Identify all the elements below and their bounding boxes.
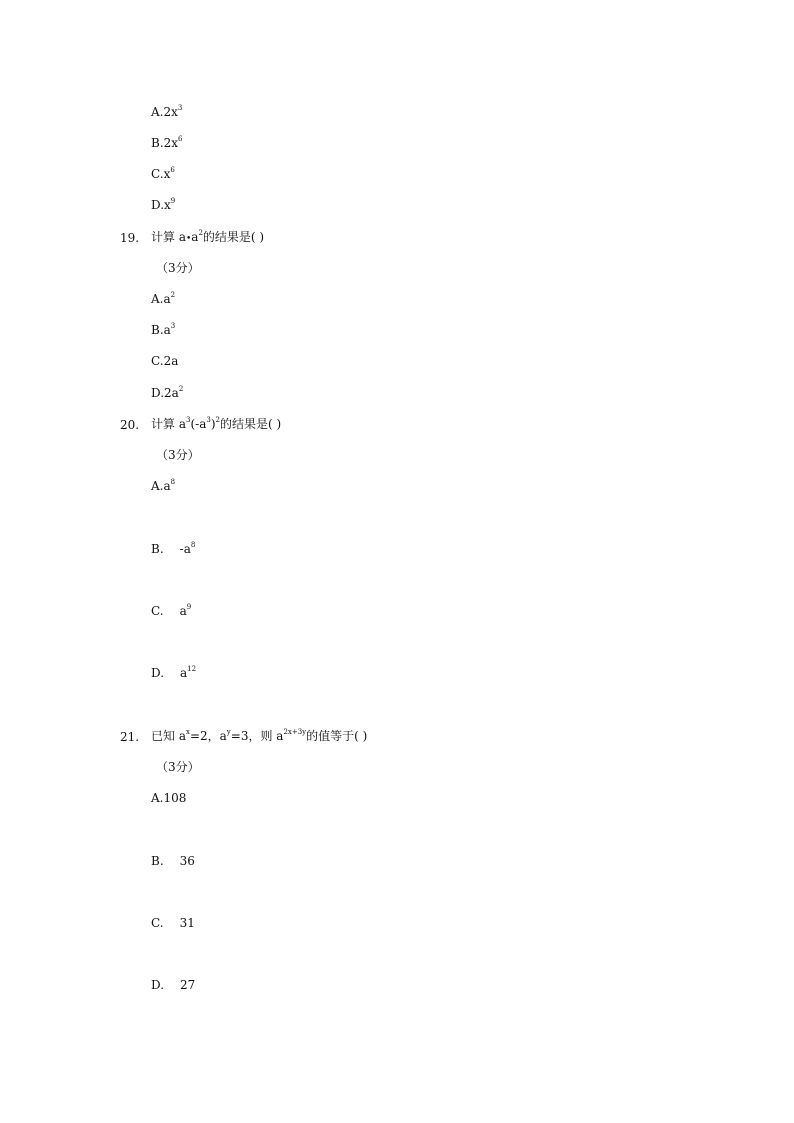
q21-score: （3分）: [156, 760, 200, 774]
option-label: D.: [151, 666, 165, 680]
option-exponent: 9: [186, 603, 192, 611]
question-exponent: 2x+3y: [283, 728, 307, 736]
q20-option-b: [151, 541, 195, 557]
question-equation-1: =2，a: [189, 729, 227, 743]
option-label: A.: [151, 292, 164, 306]
option-label: B.: [151, 854, 164, 868]
option-label: B.: [151, 323, 164, 337]
question-exponent: y: [226, 728, 231, 736]
q19-option-c: [151, 353, 178, 369]
q20-score: （3分）: [156, 448, 200, 462]
question-equation-2: =3，则 a: [230, 729, 284, 743]
option-exponent: 8: [190, 541, 196, 549]
q19-option-a: [151, 291, 175, 307]
option-base: a: [179, 604, 187, 618]
question-text-post: 的值等于( ): [306, 729, 368, 743]
option-exponent: 6: [170, 166, 175, 174]
q19-score: （3分）: [156, 261, 200, 275]
option-exponent: 3: [177, 104, 183, 112]
option-label: B.: [151, 136, 164, 150]
q21-option-c: [151, 915, 195, 931]
question-exponent: 3: [206, 416, 211, 424]
option-label: C.: [151, 354, 164, 368]
q19-option-b: [151, 322, 175, 338]
option-exponent: 3: [170, 322, 176, 330]
q20-number: 20.: [120, 418, 140, 432]
option-exponent: 6: [178, 135, 183, 143]
option-label: A.: [151, 479, 164, 493]
option-base: 2x: [163, 136, 179, 150]
option-base: x: [163, 167, 171, 181]
question-mid: (-a: [190, 417, 207, 431]
option-base: a: [163, 323, 171, 337]
question-text-pre: 计算 a: [151, 230, 186, 244]
q18-option-d: [151, 197, 175, 213]
option-label: A.: [151, 791, 164, 805]
question-exponent: 2: [198, 229, 203, 237]
question-exponent: x: [185, 728, 190, 736]
option-value: 27: [180, 978, 196, 992]
option-value: 31: [179, 916, 195, 930]
q21-option-b: [151, 853, 195, 869]
multiply-dot: •: [185, 234, 192, 244]
option-base: a: [180, 666, 188, 680]
q18-option-c: [151, 166, 175, 182]
q20-question-text: [151, 416, 281, 432]
question-text-post: 的结果是( ): [219, 417, 282, 431]
option-label: D.: [151, 978, 165, 992]
option-label: D.: [151, 386, 165, 400]
option-label: C.: [151, 167, 164, 181]
option-base: -a: [179, 542, 191, 556]
option-exponent: 8: [170, 478, 176, 486]
question-exponent: 2: [215, 416, 220, 424]
option-base: a: [163, 479, 171, 493]
q20-option-d: [151, 665, 196, 681]
q21-question-text: [151, 728, 367, 744]
q18-option-b: [151, 135, 183, 151]
option-exponent: 9: [170, 197, 176, 205]
option-base: 2x: [163, 105, 178, 119]
q21-option-a: [151, 790, 186, 806]
q20-option-c: [151, 603, 191, 619]
q18-option-a: [151, 104, 182, 120]
question-exponent: 3: [185, 416, 191, 424]
option-label: C.: [151, 916, 164, 930]
q19-option-d: [151, 385, 183, 401]
option-label: A.: [151, 105, 164, 119]
question-text-pre: 已知 a: [151, 729, 186, 743]
option-value: 108: [163, 791, 187, 805]
option-value: 36: [179, 854, 195, 868]
option-base: 2a: [164, 386, 179, 400]
q20-option-a: [151, 478, 175, 494]
option-base: 2a: [163, 354, 179, 368]
option-exponent: 2: [170, 291, 176, 299]
question-text-post: 的结果是( ): [202, 230, 265, 244]
q19-question-text: [151, 229, 264, 247]
question-base: a: [191, 230, 199, 244]
question-text-pre: 计算 a: [151, 417, 186, 431]
option-label: B.: [151, 542, 164, 556]
question-close-paren: ): [210, 417, 216, 431]
option-base: x: [164, 198, 171, 212]
option-exponent: 12: [187, 665, 197, 673]
option-label: C.: [151, 604, 164, 618]
option-base: a: [163, 292, 171, 306]
option-label: D.: [151, 198, 165, 212]
q19-number: 19.: [120, 231, 140, 245]
q21-option-d: [151, 977, 195, 993]
option-exponent: 2: [178, 385, 184, 393]
q21-number: 21.: [120, 730, 140, 744]
